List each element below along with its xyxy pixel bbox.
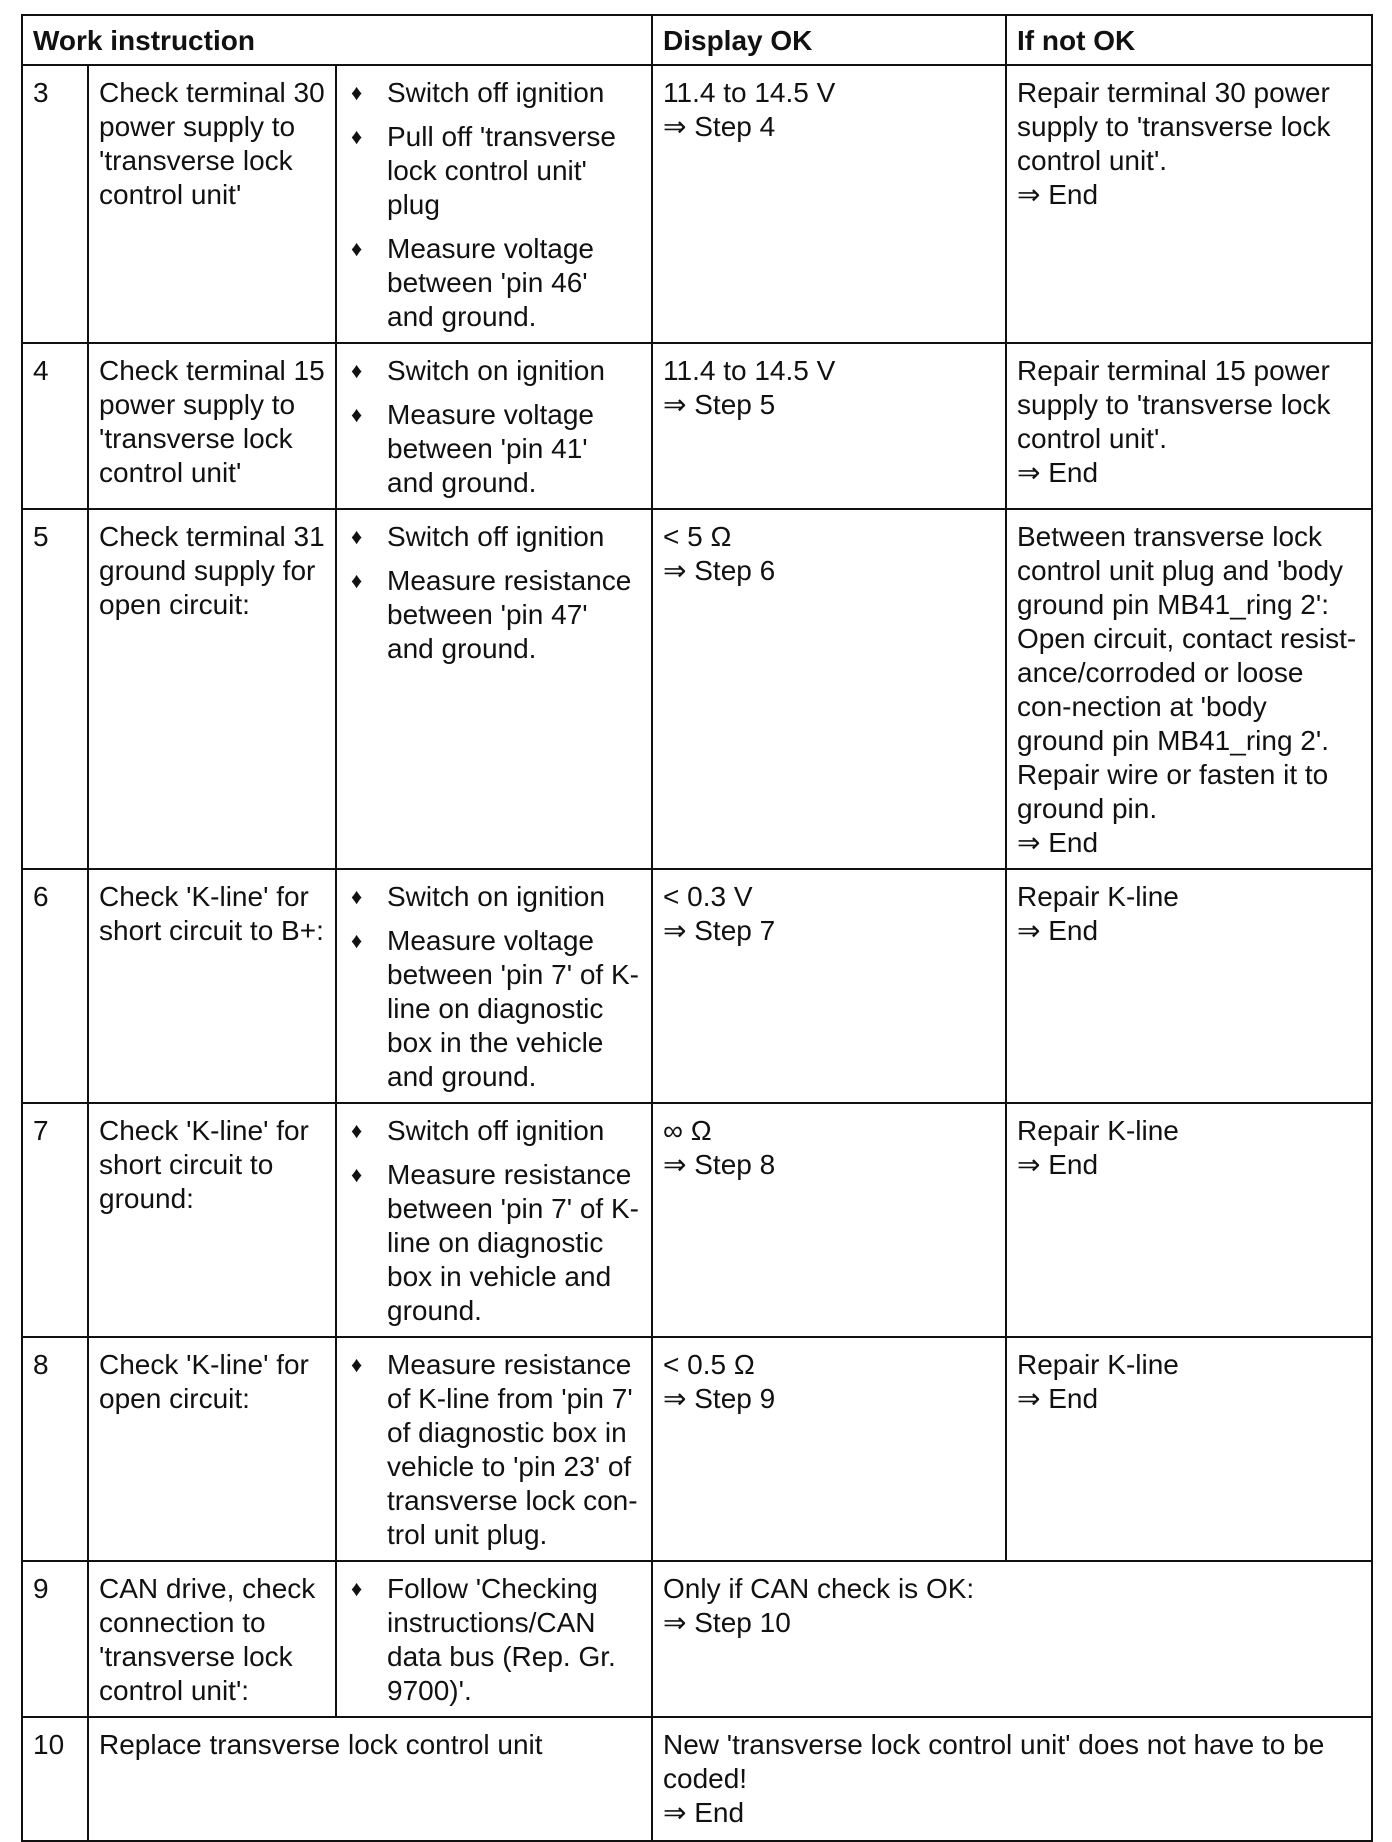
header-work-instruction: Work instruction	[22, 15, 652, 65]
step-number: 3	[22, 65, 88, 343]
action-item	[347, 354, 641, 388]
action-text: Switch off ignition	[387, 77, 605, 108]
actions-cell	[336, 1337, 652, 1561]
result-line: ⇒ End	[663, 1797, 745, 1828]
actions-cell	[336, 65, 652, 343]
table-row-step-6	[22, 869, 1372, 1103]
action-item	[347, 1114, 641, 1148]
diamond-bullet-icon: ♦	[351, 358, 363, 383]
step-number: 4	[22, 343, 88, 509]
diamond-bullet-icon: ♦	[351, 1162, 363, 1187]
display-ok-line: ⇒ Step 8	[663, 1149, 776, 1180]
display-ok-cell	[652, 65, 1006, 343]
table-row-step-3	[22, 65, 1372, 343]
step-number: 10	[22, 1717, 88, 1841]
if-not-ok-line: ⇒ End	[1017, 179, 1099, 210]
table-row-step-9	[22, 1561, 1372, 1717]
table-row-step-10	[22, 1717, 1372, 1841]
step-number: 7	[22, 1103, 88, 1337]
actions-cell	[336, 509, 652, 869]
table-row-step-8	[22, 1337, 1372, 1561]
actions-cell	[336, 869, 652, 1103]
action-text: Switch on ignition	[387, 355, 605, 386]
table-row-step-4	[22, 343, 1372, 509]
display-ok-line: < 5 Ω	[663, 521, 732, 552]
step-number: 6	[22, 869, 88, 1103]
actions-cell	[336, 1103, 652, 1337]
if-not-ok-line: Between transverse lock control unit plug and 'body ground pin MB41_ring 2': Open circuit, contact resist-ance/corroded or loose con-nection at 'body ground pin MB41_ring 2'.	[1017, 521, 1357, 756]
display-ok-line: < 0.5 Ω	[663, 1349, 755, 1380]
check-description: Check terminal 15 power supply to 'transverse lock control unit'	[88, 343, 336, 509]
action-item	[347, 880, 641, 914]
if-not-ok-cell	[1006, 343, 1372, 509]
if-not-ok-line: ⇒ End	[1017, 457, 1099, 488]
action-item	[347, 924, 641, 1094]
check-description: Check terminal 31 ground supply for open circuit:	[88, 509, 336, 869]
action-text: Measure voltage between 'pin 7' of K-line on diagnostic box in the vehicle and ground.	[387, 925, 639, 1092]
if-not-ok-line: Repair K-line	[1017, 1349, 1179, 1380]
display-ok-cell	[652, 343, 1006, 509]
action-item	[347, 564, 641, 666]
action-item	[347, 232, 641, 334]
if-not-ok-cell	[1006, 65, 1372, 343]
display-ok-cell	[652, 509, 1006, 869]
step-number: 5	[22, 509, 88, 869]
if-not-ok-cell	[1006, 1337, 1372, 1561]
action-item	[347, 520, 641, 554]
display-ok-cell	[652, 1103, 1006, 1337]
diamond-bullet-icon: ♦	[351, 928, 363, 953]
diamond-bullet-icon: ♦	[351, 568, 363, 593]
action-text: Follow 'Checking instructions/CAN data bus (Rep. Gr. 9700)'.	[387, 1573, 616, 1706]
if-not-ok-line: Repair terminal 15 power supply to 'transverse lock control unit'.	[1017, 355, 1331, 454]
display-ok-line: ⇒ Step 6	[663, 555, 776, 586]
action-text: Measure resistance between 'pin 47' and ground.	[387, 565, 632, 664]
action-text: Pull off 'transverse lock control unit' plug	[387, 121, 616, 220]
check-description: Replace transverse lock control unit	[88, 1717, 652, 1841]
check-description: Check 'K-line' for open circuit:	[88, 1337, 336, 1561]
display-ok-line: ⇒ Step 5	[663, 389, 776, 420]
actions-cell	[336, 343, 652, 509]
result-line: ⇒ Step 10	[663, 1607, 791, 1638]
action-text: Measure resistance between 'pin 7' of K-line on diagnostic box in vehicle and ground.	[387, 1159, 639, 1326]
action-text: Measure voltage between 'pin 41' and ground.	[387, 399, 595, 498]
if-not-ok-line: ⇒ End	[1017, 827, 1099, 858]
diamond-bullet-icon: ♦	[351, 1118, 363, 1143]
result-cell	[652, 1561, 1372, 1717]
display-ok-line: ∞ Ω	[663, 1115, 712, 1146]
table-row-step-7	[22, 1103, 1372, 1337]
check-description: Check terminal 30 power supply to 'transverse lock control unit'	[88, 65, 336, 343]
result-line: Only if CAN check is OK:	[663, 1573, 975, 1604]
header-display-ok: Display OK	[652, 15, 1006, 65]
diamond-bullet-icon: ♦	[351, 80, 363, 105]
display-ok-line: ⇒ Step 7	[663, 915, 776, 946]
action-item	[347, 1348, 641, 1552]
if-not-ok-line: ⇒ End	[1017, 915, 1099, 946]
table-row-step-5	[22, 509, 1372, 869]
action-item	[347, 1572, 641, 1708]
if-not-ok-line: Repair wire or fasten it to ground pin.	[1017, 759, 1329, 824]
action-item	[347, 120, 641, 222]
check-description: Check 'K-line' for short circuit to ground:	[88, 1103, 336, 1337]
diamond-bullet-icon: ♦	[351, 402, 363, 427]
action-text: Switch off ignition	[387, 521, 605, 552]
if-not-ok-line: ⇒ End	[1017, 1149, 1099, 1180]
header-if-not-ok: If not OK	[1006, 15, 1372, 65]
display-ok-line: 11.4 to 14.5 V	[663, 77, 836, 108]
step-number: 9	[22, 1561, 88, 1717]
display-ok-cell	[652, 1337, 1006, 1561]
display-ok-line: 11.4 to 14.5 V	[663, 355, 836, 386]
display-ok-line: < 0.3 V	[663, 881, 753, 912]
display-ok-cell	[652, 869, 1006, 1103]
if-not-ok-line: ⇒ End	[1017, 1383, 1099, 1414]
action-text: Measure resistance of K-line from 'pin 7' of diagnostic box in vehicle to 'pin 23' of transverse lock con-trol unit plug.	[387, 1349, 638, 1550]
check-description: Check 'K-line' for short circuit to B+:	[88, 869, 336, 1103]
if-not-ok-cell	[1006, 869, 1372, 1103]
check-description: CAN drive, check connection to 'transverse lock control unit':	[88, 1561, 336, 1717]
diamond-bullet-icon: ♦	[351, 884, 363, 909]
if-not-ok-cell	[1006, 1103, 1372, 1337]
display-ok-line: ⇒ Step 9	[663, 1383, 776, 1414]
action-item	[347, 398, 641, 500]
diamond-bullet-icon: ♦	[351, 236, 363, 261]
table-header-row	[22, 15, 1372, 65]
if-not-ok-line: Repair K-line	[1017, 881, 1179, 912]
work-instruction-document	[21, 14, 1373, 1842]
diamond-bullet-icon: ♦	[351, 1576, 363, 1601]
display-ok-line: ⇒ Step 4	[663, 111, 776, 142]
action-text: Switch off ignition	[387, 1115, 605, 1146]
action-item	[347, 1158, 641, 1328]
actions-cell	[336, 1561, 652, 1717]
work-instruction-table	[21, 14, 1373, 1842]
diamond-bullet-icon: ♦	[351, 524, 363, 549]
action-item	[347, 76, 641, 110]
step-number: 8	[22, 1337, 88, 1561]
if-not-ok-line: Repair terminal 30 power supply to 'transverse lock control unit'.	[1017, 77, 1331, 176]
result-cell	[652, 1717, 1372, 1841]
diamond-bullet-icon: ♦	[351, 1352, 363, 1377]
if-not-ok-line: Repair K-line	[1017, 1115, 1179, 1146]
if-not-ok-cell	[1006, 509, 1372, 869]
diamond-bullet-icon: ♦	[351, 124, 363, 149]
result-line: New 'transverse lock control unit' does not have to be coded!	[663, 1729, 1325, 1794]
action-text: Switch on ignition	[387, 881, 605, 912]
action-text: Measure voltage between 'pin 46' and ground.	[387, 233, 595, 332]
